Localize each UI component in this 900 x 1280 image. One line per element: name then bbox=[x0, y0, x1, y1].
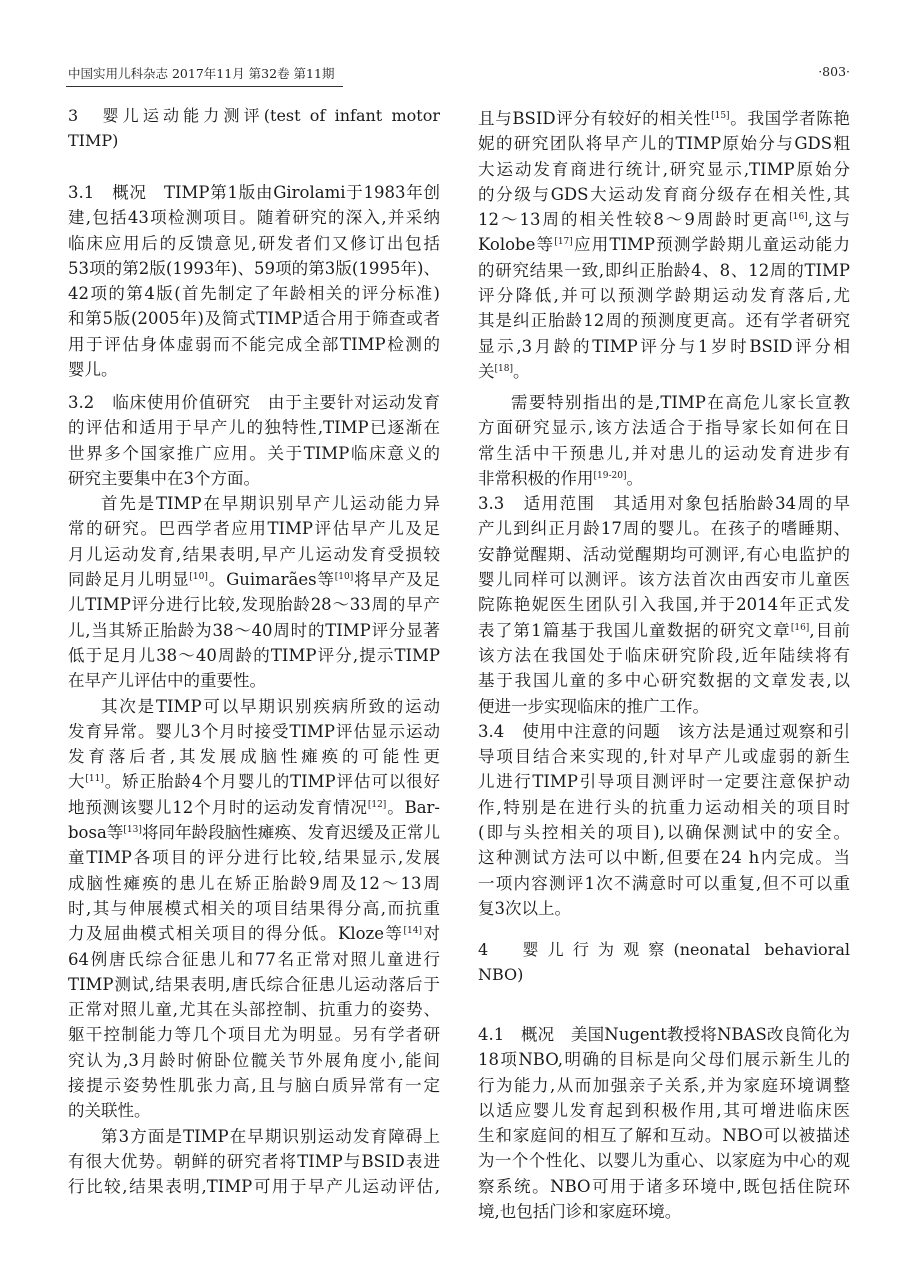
text-run: 显示,3月龄的TIMP评分与1岁时BSID评分相 bbox=[478, 336, 850, 356]
text-line bbox=[68, 281, 440, 306]
text-line bbox=[478, 466, 850, 491]
text-run: 导项目结合来实现的,针对早产儿或虚弱的新生 bbox=[478, 747, 850, 767]
citation-ref: [11] bbox=[85, 774, 104, 785]
text-run: 3.1 概况 TIMP第1版由Girolami于1983年创 bbox=[68, 183, 440, 202]
text-run: 的评估和适用于早产儿的独特性,TIMP已逐渐在 bbox=[68, 418, 440, 438]
text-run: 。 bbox=[512, 361, 530, 381]
text-run: 月儿运动发育,结果表明,早产儿运动发育受损较 bbox=[68, 544, 440, 564]
text-line bbox=[68, 516, 440, 541]
text-run: 。Bar- bbox=[386, 797, 440, 817]
page-number: ·803· bbox=[818, 64, 850, 79]
text-line bbox=[68, 1098, 440, 1123]
text-run: 这种测试方法可以中断,但要在24 h内完成。当 bbox=[478, 848, 850, 868]
text-line bbox=[68, 466, 440, 491]
text-run: ,这与 bbox=[807, 210, 850, 230]
text-run: 便进一步实现临床的推广工作。 bbox=[478, 696, 709, 716]
text-line bbox=[478, 258, 850, 283]
text-line bbox=[478, 618, 850, 643]
text-line bbox=[68, 694, 440, 719]
citation-ref: [17] bbox=[554, 237, 573, 248]
text-line bbox=[68, 643, 440, 668]
section-heading-4 bbox=[478, 937, 850, 988]
text-run: 该方法在我国处于临床研究阶段,近年陆续将有 bbox=[478, 645, 850, 665]
text-line bbox=[478, 769, 850, 794]
text-line bbox=[68, 972, 440, 997]
text-line bbox=[478, 308, 850, 333]
text-line bbox=[478, 157, 850, 182]
text-line bbox=[478, 390, 850, 415]
text-run: 将早产及足 bbox=[353, 570, 440, 590]
text-run: 12～13周的相关性较8～9周龄时更高 bbox=[478, 210, 790, 230]
text-run: 4.1 概况 美国Nugent教授将NBAS改良简化为 bbox=[478, 1025, 850, 1044]
text-run: 时,其与伸展模式相关的项目结果得分高,而抗重 bbox=[68, 898, 440, 918]
text-run: ,目前 bbox=[809, 620, 850, 640]
text-line bbox=[478, 283, 850, 308]
text-run: 院陈艳妮医生团队引入我国,并于2014年正式发 bbox=[478, 595, 850, 615]
citation-ref: [16] bbox=[790, 622, 810, 633]
text-run: 世界多个国家推广应用。关于TIMP临床意义的 bbox=[68, 443, 440, 463]
text-run: 方面研究显示,该方法适合于指导家长如何在日 bbox=[478, 418, 850, 438]
citation-ref: [12] bbox=[367, 799, 387, 810]
text-line bbox=[68, 921, 440, 946]
text-run: 生和家庭间的相互了解和互动。NBO可以被描述 bbox=[478, 1126, 850, 1146]
text-line bbox=[478, 182, 850, 207]
paragraph bbox=[68, 1124, 440, 1200]
text-run: 躯干控制能力等几个项目尤为明显。另有学者研 bbox=[68, 1025, 440, 1045]
text-line bbox=[68, 390, 440, 415]
text-line bbox=[68, 306, 440, 331]
text-run: 究认为,3月龄时俯卧位髋关节外展角度小,能间 bbox=[68, 1050, 440, 1070]
text-run: 地预测该婴儿12个月时的运动发育情况 bbox=[68, 797, 368, 817]
text-line bbox=[478, 719, 850, 744]
text-run: 的关联性。 bbox=[68, 1101, 151, 1121]
text-line bbox=[68, 947, 440, 972]
text-line bbox=[478, 106, 850, 131]
text-line bbox=[68, 1048, 440, 1073]
text-line bbox=[68, 1073, 440, 1098]
header-rule bbox=[66, 86, 343, 87]
text-line bbox=[478, 131, 850, 156]
text-run: 3.4 使用中注意的问题 该方法是通过观察和引 bbox=[478, 721, 850, 741]
text-line bbox=[478, 441, 850, 466]
text-run: 评分降低,并可以预测学龄期运动发育落后,尤 bbox=[478, 286, 850, 306]
text-run: 首先是TIMP在早期识别早产儿运动能力异 bbox=[101, 494, 440, 514]
running-head-journal: 中国实用儿科杂志 2017年11月 第32卷 第11期 bbox=[68, 66, 335, 81]
text-line bbox=[478, 1148, 850, 1173]
paragraph bbox=[68, 103, 440, 154]
text-run: 应用TIMP预测学龄期儿童运动能力 bbox=[572, 235, 850, 255]
text-line bbox=[68, 357, 440, 382]
section-3-1 bbox=[68, 180, 440, 382]
text-line bbox=[68, 845, 440, 870]
text-run: NBO) bbox=[478, 965, 524, 985]
text-line bbox=[68, 997, 440, 1022]
text-line bbox=[478, 1174, 850, 1199]
text-line bbox=[478, 592, 850, 617]
text-run: 对 bbox=[422, 924, 440, 944]
text-line bbox=[478, 1199, 850, 1224]
text-run: TIMP测试,结果表明,唐氏综合征患儿运动落后于 bbox=[68, 974, 440, 994]
text-run: 常生活中干预患儿,并对患儿的运动发育进步有 bbox=[478, 443, 850, 463]
text-run: 以适应婴儿发育起到积极作用,其可增进临床医 bbox=[478, 1100, 850, 1120]
citation-ref: [16] bbox=[789, 212, 808, 223]
paragraph bbox=[478, 937, 850, 988]
text-line bbox=[68, 769, 440, 794]
paragraph bbox=[478, 390, 850, 491]
text-run: 非常积极的作用 bbox=[478, 468, 594, 488]
section-3-2-continued bbox=[478, 106, 850, 384]
citation-ref: [14] bbox=[403, 926, 422, 937]
text-run: 有很大优势。朝鲜的研究者将TIMP与BSID表进 bbox=[68, 1151, 440, 1171]
text-run: 接提示姿势性肌张力高,且与脑白质异常有一定 bbox=[68, 1076, 440, 1096]
text-run: 婴儿同样可以测评。该方法首次由西安市儿童医 bbox=[478, 570, 850, 590]
section-heading-3 bbox=[68, 103, 440, 154]
text-run: 18项NBO,明确的目标是向父母们展示新生儿的 bbox=[478, 1050, 850, 1070]
paragraph bbox=[68, 390, 440, 491]
text-line bbox=[68, 542, 440, 567]
text-line bbox=[68, 592, 440, 617]
text-run: 为一个个性化、以婴儿为重心、以家庭为中心的观 bbox=[478, 1151, 850, 1171]
text-run: 境,也包括门诊和家庭环境。 bbox=[478, 1202, 682, 1222]
text-line bbox=[68, 103, 440, 128]
text-run: 低于足月儿38～40周龄的TIMP评分,提示TIMP bbox=[68, 645, 440, 665]
text-run: 基于我国儿童的多中心研究数据的文章发表,以 bbox=[478, 671, 850, 691]
text-line bbox=[68, 719, 440, 744]
text-run: 察系统。NBO可用于诸多环境中,既包括住院环 bbox=[478, 1176, 850, 1196]
text-line bbox=[478, 415, 850, 440]
text-run: 妮的研究团队将早产儿的TIMP原始分与GDS粗 bbox=[478, 134, 850, 154]
text-line bbox=[478, 1022, 850, 1047]
text-run: 建,包括43项检测项目。随着研究的深入,并采纳 bbox=[68, 208, 440, 228]
text-run: 的分级与GDS大运动发育商分级存在相关性,其 bbox=[478, 184, 850, 204]
paragraph bbox=[478, 491, 850, 719]
text-line bbox=[478, 795, 850, 820]
citation-ref: [13] bbox=[123, 825, 142, 836]
text-run: 第3方面是TIMP在早期识别运动发育障碍上 bbox=[101, 1126, 440, 1146]
text-line bbox=[478, 359, 850, 384]
text-run: 发育异常。婴儿3个月时接受TIMP评估显示运动 bbox=[68, 721, 440, 741]
text-line bbox=[68, 205, 440, 230]
section-4-1 bbox=[478, 1022, 850, 1224]
text-line bbox=[478, 516, 850, 541]
text-line bbox=[478, 1098, 850, 1123]
text-run: 在早产儿评估中的重要性。 bbox=[68, 671, 266, 691]
text-line bbox=[68, 871, 440, 896]
text-line bbox=[478, 845, 850, 870]
text-line bbox=[478, 896, 850, 921]
text-run: 其是纠正胎龄12周的预测度更高。还有学者研究 bbox=[478, 311, 850, 331]
text-line bbox=[478, 820, 850, 845]
text-run: 关 bbox=[478, 361, 495, 381]
text-run: 作,特别是在进行头的抗重力运动相关的项目时 bbox=[478, 797, 850, 817]
citation-ref: [10] bbox=[334, 572, 354, 583]
text-line bbox=[68, 1174, 440, 1199]
text-line bbox=[68, 415, 440, 440]
text-run: 大 bbox=[68, 772, 86, 792]
text-line bbox=[478, 694, 850, 719]
text-run: 将同年龄段脑性瘫痪、发育迟缓及正常儿 bbox=[141, 823, 440, 843]
text-line bbox=[68, 441, 440, 466]
citation-ref: [18] bbox=[494, 363, 513, 374]
text-run: 同龄足月儿明显 bbox=[68, 570, 190, 590]
text-line bbox=[478, 334, 850, 359]
text-run: 4 婴儿行为观察(neonatal behavioral bbox=[478, 940, 850, 959]
sections-3-3-3-4 bbox=[478, 390, 850, 921]
text-run: 一项内容测评1次不满意时可以重复,但不可以重 bbox=[478, 873, 850, 893]
text-line bbox=[478, 1073, 850, 1098]
text-run: 童TIMP各项目的评分进行比较,结果显示,发展 bbox=[68, 848, 440, 868]
text-line bbox=[68, 1022, 440, 1047]
text-run: 儿进行TIMP引导项目测评时一定要注意保护动 bbox=[478, 772, 850, 792]
text-line bbox=[478, 491, 850, 516]
text-run: 3 婴儿运动能力测评(test of infant motor bbox=[68, 106, 440, 125]
text-run: TIMP) bbox=[68, 131, 119, 151]
text-line bbox=[68, 618, 440, 643]
citation-ref: [19-20] bbox=[593, 470, 627, 481]
text-run: 和第5版(2005年)及简式TIMP适合用于筛查或者 bbox=[68, 309, 440, 329]
text-run: 常的研究。巴西学者应用TIMP评估早产儿及足 bbox=[68, 519, 440, 539]
text-run: 3.2 临床使用价值研究 由于主要针对运动发育 bbox=[68, 393, 440, 412]
text-line bbox=[478, 744, 850, 769]
text-run: 。Guimarães等 bbox=[207, 570, 335, 590]
text-line bbox=[68, 744, 440, 769]
text-run: 。矫正胎龄4个月婴儿的TIMP评估可以很好 bbox=[103, 772, 440, 792]
text-run: 且与BSID评分有较好的相关性 bbox=[478, 109, 712, 128]
paragraph bbox=[478, 1022, 850, 1224]
text-run: 42项的第4版(首先制定了年龄相关的评分标准) bbox=[68, 284, 440, 304]
text-line bbox=[478, 962, 850, 987]
text-run: 正常对照儿童,尤其在头部控制、抗重力的姿势、 bbox=[68, 1000, 440, 1020]
text-line bbox=[68, 896, 440, 921]
text-run: 成脑性瘫痪的患儿在矫正胎龄9周及12～13周 bbox=[68, 873, 440, 893]
text-line bbox=[478, 567, 850, 592]
text-line bbox=[478, 668, 850, 693]
section-3-2 bbox=[68, 390, 440, 1200]
text-line bbox=[68, 256, 440, 281]
text-run: 儿,当其矫正胎龄为38～40周时的TIMP评分显著 bbox=[68, 620, 440, 640]
text-line bbox=[478, 232, 850, 257]
text-run: 行比较,结果表明,TIMP可用于早产儿运动评估, bbox=[68, 1177, 440, 1197]
text-line bbox=[68, 567, 440, 592]
text-run: 其次是TIMP可以早期识别疾病所致的运动 bbox=[101, 696, 440, 716]
text-line bbox=[478, 542, 850, 567]
text-line bbox=[68, 1124, 440, 1149]
citation-ref: [15] bbox=[711, 111, 730, 121]
text-line bbox=[478, 1123, 850, 1148]
text-run: 产儿到纠正月龄17周的婴儿。在孩子的嗜睡期、 bbox=[478, 519, 850, 539]
text-run: 安静觉醒期、活动觉醒期均可测评,有心电监护的 bbox=[478, 544, 850, 564]
text-run: 表了第1篇基于我国儿童数据的研究文章 bbox=[478, 620, 791, 640]
text-run: 大运动发育商进行统计,研究显示,TIMP原始分 bbox=[478, 159, 850, 179]
text-run: 研究主要集中在3个方面。 bbox=[68, 468, 260, 488]
text-run: 发育落后者,其发展成脑性瘫痪的可能性更 bbox=[68, 747, 440, 767]
text-line bbox=[68, 820, 440, 845]
paragraph bbox=[478, 106, 850, 384]
text-line bbox=[68, 491, 440, 516]
text-run: 力及屈曲模式相关项目的得分低。Kloze等 bbox=[68, 924, 404, 944]
citation-ref: [10] bbox=[189, 572, 208, 583]
text-run: 需要特别指出的是,TIMP在高危儿家长宣教 bbox=[511, 393, 850, 412]
paragraph bbox=[478, 719, 850, 921]
text-run: 婴儿。 bbox=[68, 360, 118, 380]
paragraph bbox=[68, 694, 440, 1124]
text-line bbox=[68, 668, 440, 693]
paragraph bbox=[68, 180, 440, 382]
text-run: bosa等 bbox=[68, 823, 124, 843]
text-line bbox=[478, 207, 850, 232]
text-run: 用于评估身体虚弱而不能完成全部TIMP检测的 bbox=[68, 334, 440, 354]
text-run: 复3次以上。 bbox=[478, 898, 571, 918]
text-run: 。我国学者陈艳 bbox=[729, 109, 850, 128]
text-run: 53项的第2版(1993年)、59项的第3版(1995年)、 bbox=[68, 258, 440, 278]
text-line bbox=[478, 643, 850, 668]
text-line bbox=[68, 795, 440, 820]
paragraph bbox=[68, 491, 440, 693]
text-run: 临床应用后的反馈意见,研发者们又修订出包括 bbox=[68, 233, 440, 253]
text-line bbox=[68, 180, 440, 205]
text-run: (即与头控相关的项目),以确保测试中的安全。 bbox=[478, 823, 850, 843]
text-run: 64例唐氏综合征患儿和77名正常对照儿童进行 bbox=[68, 949, 440, 969]
text-line bbox=[68, 231, 440, 256]
text-run: 的研究结果一致,即纠正胎龄4、8、12周的TIMP bbox=[478, 260, 850, 280]
text-line bbox=[68, 1149, 440, 1174]
text-run: 。 bbox=[626, 468, 643, 488]
text-run: 行为能力,从而加强亲子关系,并为家庭环境调整 bbox=[478, 1075, 850, 1095]
text-run: 3.3 适用范围 其适用对象包括胎龄34周的早 bbox=[478, 494, 850, 514]
text-line bbox=[68, 128, 440, 153]
text-line bbox=[478, 1047, 850, 1072]
text-run: Kolobe等 bbox=[478, 235, 555, 255]
text-line bbox=[478, 871, 850, 896]
text-line bbox=[68, 332, 440, 357]
text-line bbox=[478, 937, 850, 962]
text-run: 儿TIMP评分进行比较,发现胎龄28～33周的早产 bbox=[68, 595, 440, 615]
